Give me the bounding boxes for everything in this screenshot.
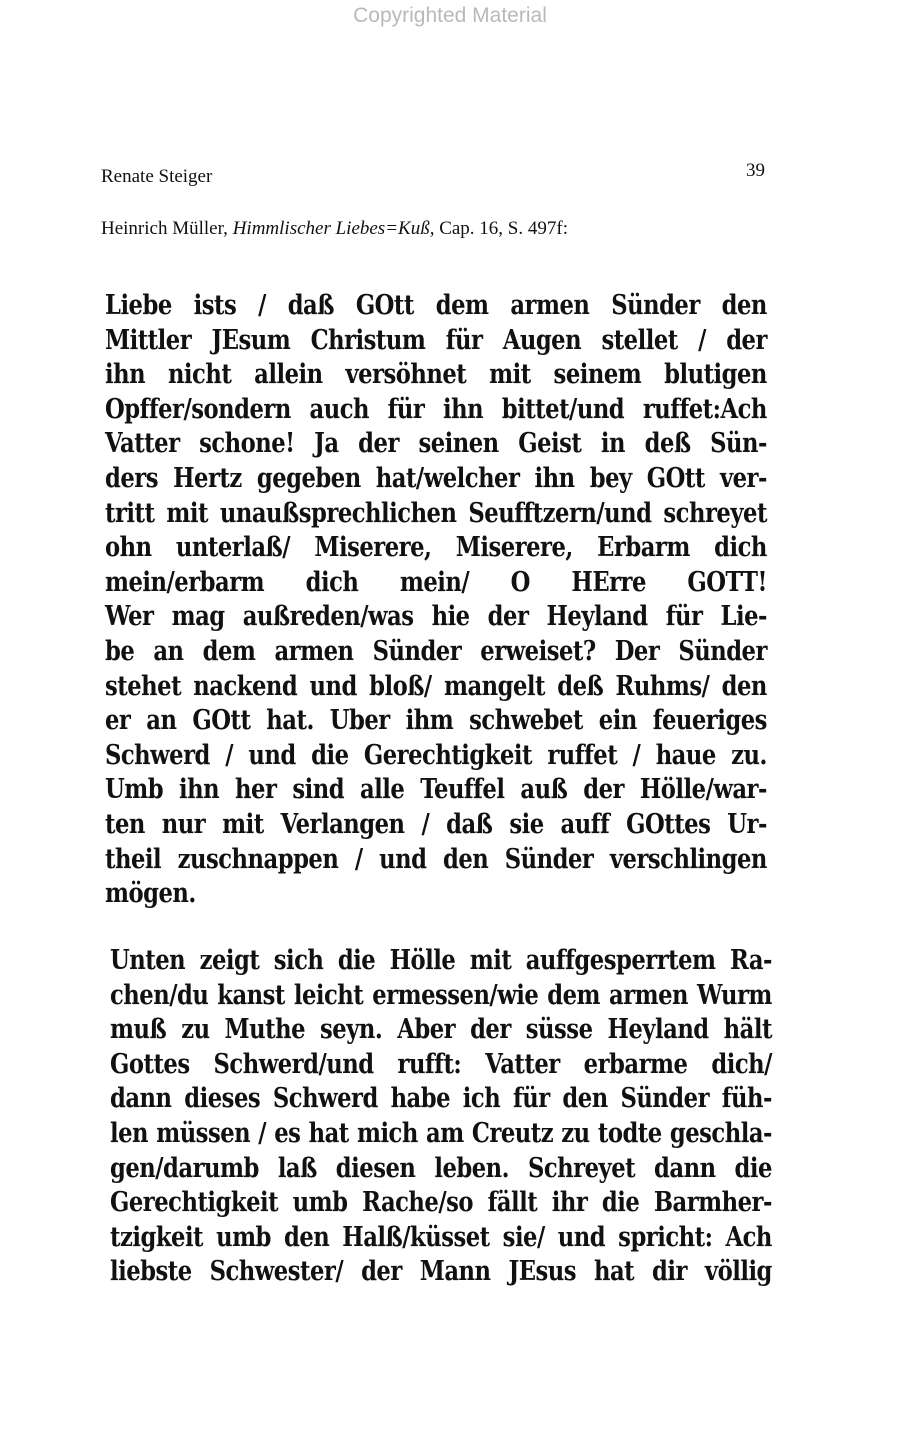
- text-line: theil zuschnappen / und den Sünder verschlingen: [105, 843, 767, 875]
- text-line: gen/darumb laß diesen leben. Schreyet dann die: [110, 1152, 772, 1184]
- text-line: dann dieses Schwerd habe ich für den Sünder füh-: [110, 1083, 772, 1115]
- citation-reference: Cap. 16, S. 497f:: [439, 218, 568, 239]
- text-line: tritt mit unaußsprechlichen Seufftzern/und schreyet: [105, 497, 767, 529]
- text-line: Schwerd / und die Gerechtigkeit ruffet / haue zu.: [105, 739, 767, 771]
- quote-paragraph-2: [110, 944, 772, 1290]
- text-line: muß zu Muthe seyn. Aber der süsse Heyland hält: [110, 1014, 772, 1046]
- text-line: mein/erbarm dich mein/ O HErre GOTT!: [105, 566, 767, 598]
- text-line: Umb ihn her sind alle Teuffel auß der Hölle/war-: [105, 774, 767, 806]
- text-line: Gottes Schwerd/und rufft: Vatter erbarme dich/: [110, 1048, 772, 1080]
- text-line: chen/du kanst leicht ermessen/wie dem armen Wurm: [110, 979, 772, 1011]
- text-line: stehet nackend und bloß/ mangelt deß Ruhms/ den: [105, 670, 767, 702]
- copyright-watermark: Copyrighted Material: [353, 4, 547, 27]
- citation-title: Himmlischer Liebes=Kuß,: [232, 218, 435, 239]
- source-citation: [101, 218, 765, 240]
- text-line: ihn nicht allein versöhnet mit seinem blutigen: [105, 359, 767, 391]
- text-line: tzigkeit umb den Halß/küsset sie/ und spricht: Ach: [110, 1221, 772, 1253]
- citation-author: Heinrich Müller,: [101, 218, 228, 239]
- text-line: Vatter schone! Ja der seinen Geist in deß Sün-: [105, 428, 767, 460]
- text-line: Opffer/sondern auch für ihn bittet/und ruffet:Ach: [105, 393, 767, 425]
- text-line: Unten zeigt sich die Hölle mit auffgesperrtem Ra-: [110, 945, 772, 976]
- text-line: ohn unterlaß/ Miserere, Miserere, Erbarm dich: [105, 532, 767, 564]
- text-line: Mittler JEsum Christum für Augen stellet / der: [105, 324, 767, 356]
- text-line: be an dem armen Sünder erweiset? Der Sünder: [105, 635, 767, 667]
- text-line: mögen.: [105, 878, 196, 910]
- text-line: ten nur mit Verlangen / daß sie auff GOttes Ur-: [105, 808, 767, 840]
- running-head-author: Renate Steiger: [101, 166, 213, 187]
- quote-paragraph-1: [105, 289, 767, 912]
- page-number: 39: [746, 160, 765, 181]
- text-line: er an GOtt hat. Uber ihm schwebet ein feueriges: [105, 705, 767, 737]
- text-line: Wer mag außreden/was hie der Heyland für Lie-: [105, 601, 767, 633]
- text-line: len müssen / es hat mich am Creutz zu todte geschla-: [110, 1117, 772, 1149]
- text-line: ders Hertz gegeben hat/welcher ihn bey GOtt ver-: [105, 462, 767, 494]
- text-line: liebste Schwester/ der Mann JEsus hat dir völlig: [110, 1256, 772, 1288]
- text-line: Gerechtigkeit umb Rache/so fällt ihr die Barmher-: [110, 1187, 772, 1219]
- text-line: Liebe ists / daß GOtt dem armen Sünder den: [105, 290, 767, 321]
